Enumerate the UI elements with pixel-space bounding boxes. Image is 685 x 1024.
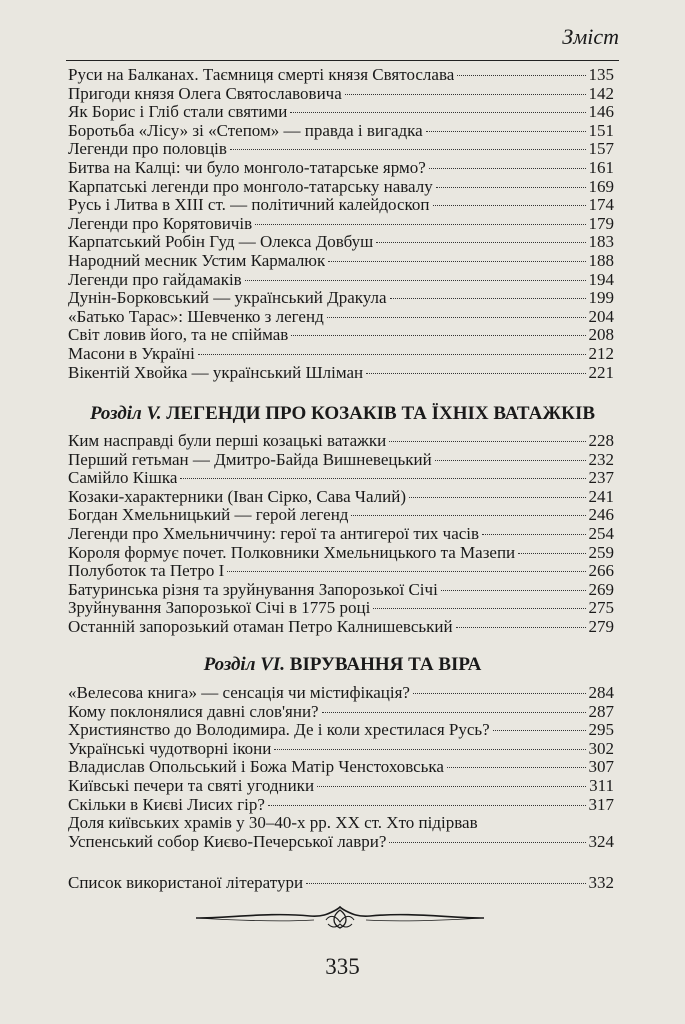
toc-entry[interactable]: Короля формує почет. Полковники Хмельницького та Мазепи 259 <box>68 542 614 562</box>
toc-entry[interactable]: Козаки-характерники (Іван Сірко, Сава Чалий) 241 <box>68 486 614 506</box>
dot-leader <box>433 205 586 206</box>
toc-entry[interactable]: Руси на Балканах. Таємниця смерті князя Святослава 135 <box>68 65 614 84</box>
dot-leader <box>429 168 586 169</box>
toc-entry[interactable]: Самійло Кішка 237 <box>68 468 614 488</box>
toc-entry[interactable]: Зруйнування Запорозької Січі в 1775 році 275 <box>68 598 614 618</box>
toc-entry[interactable]: Останній запорозький отаман Петро Калнишевський 279 <box>68 616 614 636</box>
toc-entry[interactable]: Владислав Опольський і Божа Матір Ченстоховська 307 <box>68 757 614 777</box>
dot-leader <box>436 187 586 188</box>
toc-entry[interactable]: Русь і Литва в XIII ст. — політичний калейдоскоп 174 <box>68 195 614 215</box>
toc-entry[interactable]: Як Борис і Гліб стали святими 146 <box>68 102 614 122</box>
toc-entry[interactable]: Світ ловив його, та не спіймав 208 <box>68 325 614 345</box>
toc-entry[interactable]: Українські чудотворні ікони 302 <box>68 738 614 758</box>
dot-leader <box>373 608 585 609</box>
dot-leader <box>366 373 585 374</box>
toc-entry[interactable]: Дунін-Борковський — український Дракула 199 <box>68 288 614 308</box>
toc-entry[interactable]: Список використаної літератури 332 <box>68 873 614 892</box>
toc-entry[interactable]: Ким насправді були перші козацькі ватажки 228 <box>68 431 614 450</box>
toc-entry[interactable]: «Батько Тарас»: Шевченко з легенд 204 <box>68 306 614 326</box>
dot-leader <box>290 112 585 113</box>
ornament-flourish-icon <box>190 898 490 936</box>
dot-leader <box>390 298 586 299</box>
dot-leader <box>457 75 585 76</box>
dot-leader <box>376 242 585 243</box>
toc-entry-long-line2[interactable]: Успенський собор Києво-Печерської лаври? 324 <box>68 831 614 851</box>
toc-entry[interactable]: Масони в Україні 212 <box>68 343 614 363</box>
running-header: Зміст <box>562 24 619 49</box>
toc-entry[interactable]: Битва на Калці: чи було монголо-татарське ярмо? 161 <box>68 157 614 177</box>
toc-entry[interactable]: Легенди про Хмельниччину: герої та антигерої тих часів 254 <box>68 523 614 543</box>
toc-entry[interactable]: «Велесова книга» — сенсація чи містифікація? 284 <box>68 683 614 702</box>
toc-entry[interactable]: Батуринська різня та зруйнування Запорозької Січі 269 <box>68 579 614 599</box>
toc-entry[interactable]: Боротьба «Лісу» зі «Степом» — правда і вигадка 151 <box>68 120 614 140</box>
dot-leader <box>322 712 586 713</box>
toc-entry[interactable]: Пригоди князя Олега Святославовича 142 <box>68 83 614 103</box>
toc-entry[interactable]: Київські печери та святі угодники 311 <box>68 775 614 795</box>
dot-leader <box>351 515 585 516</box>
toc-entry[interactable]: Народний месник Устим Кармалюк 188 <box>68 250 614 270</box>
toc-entry[interactable]: Легенди про Корятовичів 179 <box>68 213 614 233</box>
header-rule <box>66 60 619 61</box>
toc-entry[interactable]: Карпатські легенди про монголо-татарську навалу 169 <box>68 176 614 196</box>
dot-leader <box>268 805 586 806</box>
dot-leader <box>389 441 585 442</box>
toc-entry[interactable]: Легенди про гайдамаків 194 <box>68 269 614 289</box>
dot-leader <box>255 224 585 225</box>
toc-bibliography <box>68 874 614 893</box>
dot-leader <box>345 94 586 95</box>
dot-leader <box>456 627 586 628</box>
section-heading-6 <box>0 654 685 676</box>
toc-entry[interactable]: Вікентій Хвойка — український Шліман 221 <box>68 362 614 382</box>
dot-leader <box>198 354 586 355</box>
toc-group-2 <box>68 432 614 637</box>
section-label: Розділ VI. <box>203 654 286 675</box>
dot-leader <box>306 883 585 884</box>
dot-leader <box>274 749 585 750</box>
toc-group-3 <box>68 684 614 851</box>
dot-leader <box>493 730 586 731</box>
dot-leader <box>441 590 586 591</box>
dot-leader <box>317 786 586 787</box>
dot-leader <box>413 693 586 694</box>
section-title: ЛЕГЕНДИ ПРО КОЗАКІВ ТА ЇХНІХ ВАТАЖКІВ <box>166 403 596 424</box>
toc-entry[interactable]: Скільки в Києві Лисих гір? 317 <box>68 794 614 814</box>
section-title: ВІРУВАННЯ ТА ВІРА <box>289 654 482 675</box>
dot-leader <box>327 317 586 318</box>
dot-leader <box>230 149 586 150</box>
toc-group-1 <box>68 66 614 382</box>
dot-leader <box>328 261 585 262</box>
dot-leader <box>426 131 586 132</box>
toc-entry[interactable]: Легенди про половців 157 <box>68 139 614 159</box>
dot-leader <box>518 553 585 554</box>
toc-entry[interactable]: Християнство до Володимира. Де і коли хрестилася Русь? 295 <box>68 720 614 740</box>
toc-entry[interactable]: Карпатський Робін Гуд — Олекса Довбуш 183 <box>68 232 614 252</box>
dot-leader <box>180 478 585 479</box>
toc-entry[interactable]: Кому поклонялися давні слов'яни? 287 <box>68 701 614 721</box>
dot-leader <box>447 767 586 768</box>
toc-entry-long-line1[interactable]: Доля київських храмів у 30–40-х рр. ХХ ст. Хто підірвав <box>68 814 478 833</box>
section-heading-5 <box>0 403 685 425</box>
toc-entry[interactable]: Полуботок та Петро І 266 <box>68 561 614 581</box>
page-number: 335 <box>325 954 360 979</box>
dot-leader <box>245 280 586 281</box>
dot-leader <box>435 460 586 461</box>
toc-entry[interactable]: Перший гетьман — Дмитро-Байда Вишневецький 232 <box>68 449 614 469</box>
toc-entry[interactable]: Богдан Хмельницький — герой легенд 246 <box>68 505 614 525</box>
dot-leader <box>409 497 586 498</box>
dot-leader <box>291 335 585 336</box>
section-label: Розділ V. <box>89 403 162 424</box>
dot-leader <box>389 842 585 843</box>
dot-leader <box>482 534 585 535</box>
dot-leader <box>227 571 585 572</box>
